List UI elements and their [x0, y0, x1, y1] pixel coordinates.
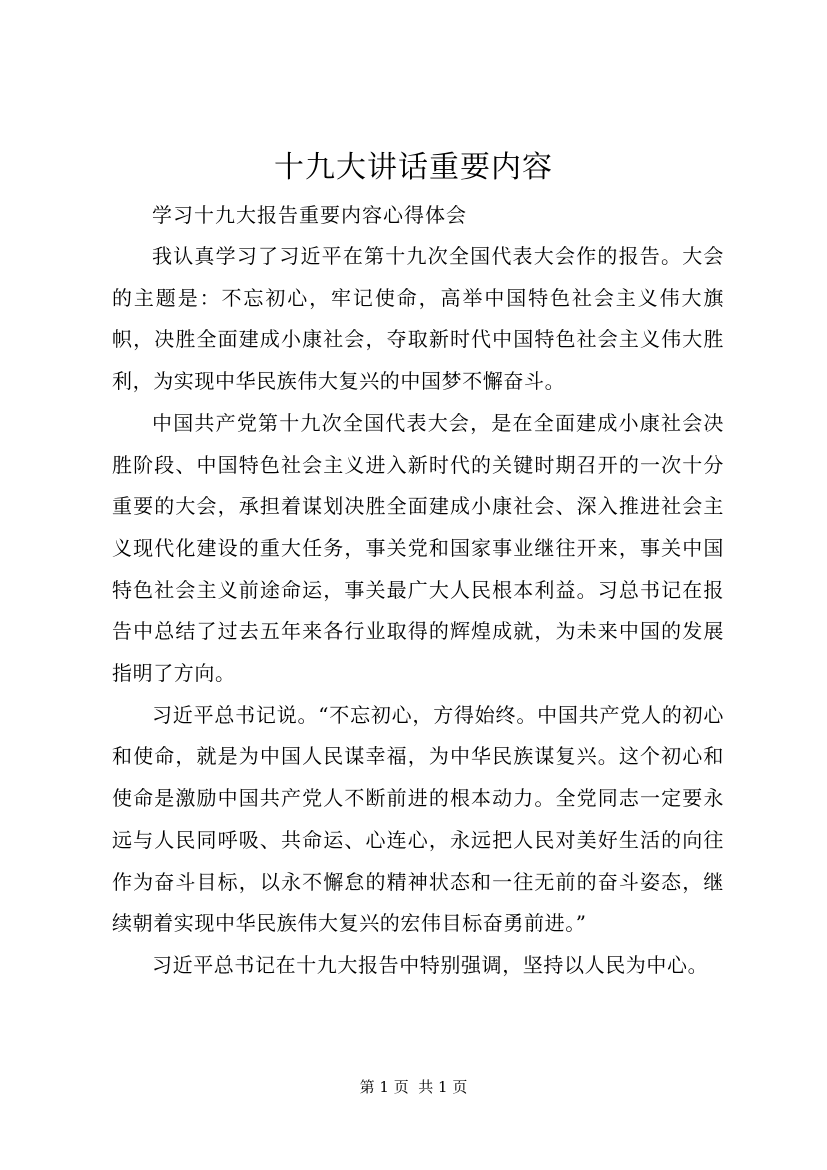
paragraph-3: 习近平总书记说。“不忘初心，方得始终。中国共产党人的初心和使命，就是为中国人民谋幸福，为中华民族谋复兴。这个初心和使命是激励中国共产党人不断前进的根本动力。全党同志一定要永远与人民同呼吸、共命运、心连心，永远把人民对美好生活的向往作为奋斗目标，以永不懈怠的精神状态和一往无前的奋斗姿态，继续朝着实现中华民族伟大复兴的宏伟目标奋勇前进。”	[112, 702, 724, 936]
page-number-label: 第 1 页 共 1 页	[359, 1078, 468, 1096]
paragraph-1: 我认真学习了习近平在第十九次全国代表大会作的报告。大会的主题是：不忘初心，牢记使命，高举中国特色社会主义伟大旗帜，决胜全面建成小康社会，夺取新时代中国特色社会主义伟大胜利，为实现中华民族伟大复兴的中国梦不懈奋斗。	[112, 244, 724, 394]
document-subtitle: 学习十九大报告重要内容心得体会	[152, 203, 467, 227]
paragraph-4: 习近平总书记在十九大报告中特别强调，坚持以人民为中心。	[152, 952, 709, 977]
document-title: 十九大讲话重要内容	[274, 150, 553, 185]
document-body	[112, 194, 724, 987]
page-footer	[0, 1076, 827, 1098]
paragraph-2: 中国共产党第十九次全国代表大会，是在全面建成小康社会决胜阶段、中国特色社会主义进入新时代的关键时期召开的一次十分重要的大会，承担着谋划决胜全面建成小康社会、深入推进社会主义现代化建设的重大任务，事关党和国家事业继往开来，事关中国特色社会主义前途命运，事关最广大人民根本利益。习总书记在报告中总结了过去五年来各行业取得的辉煌成就，为未来中国的发展指明了方向。	[112, 410, 724, 686]
